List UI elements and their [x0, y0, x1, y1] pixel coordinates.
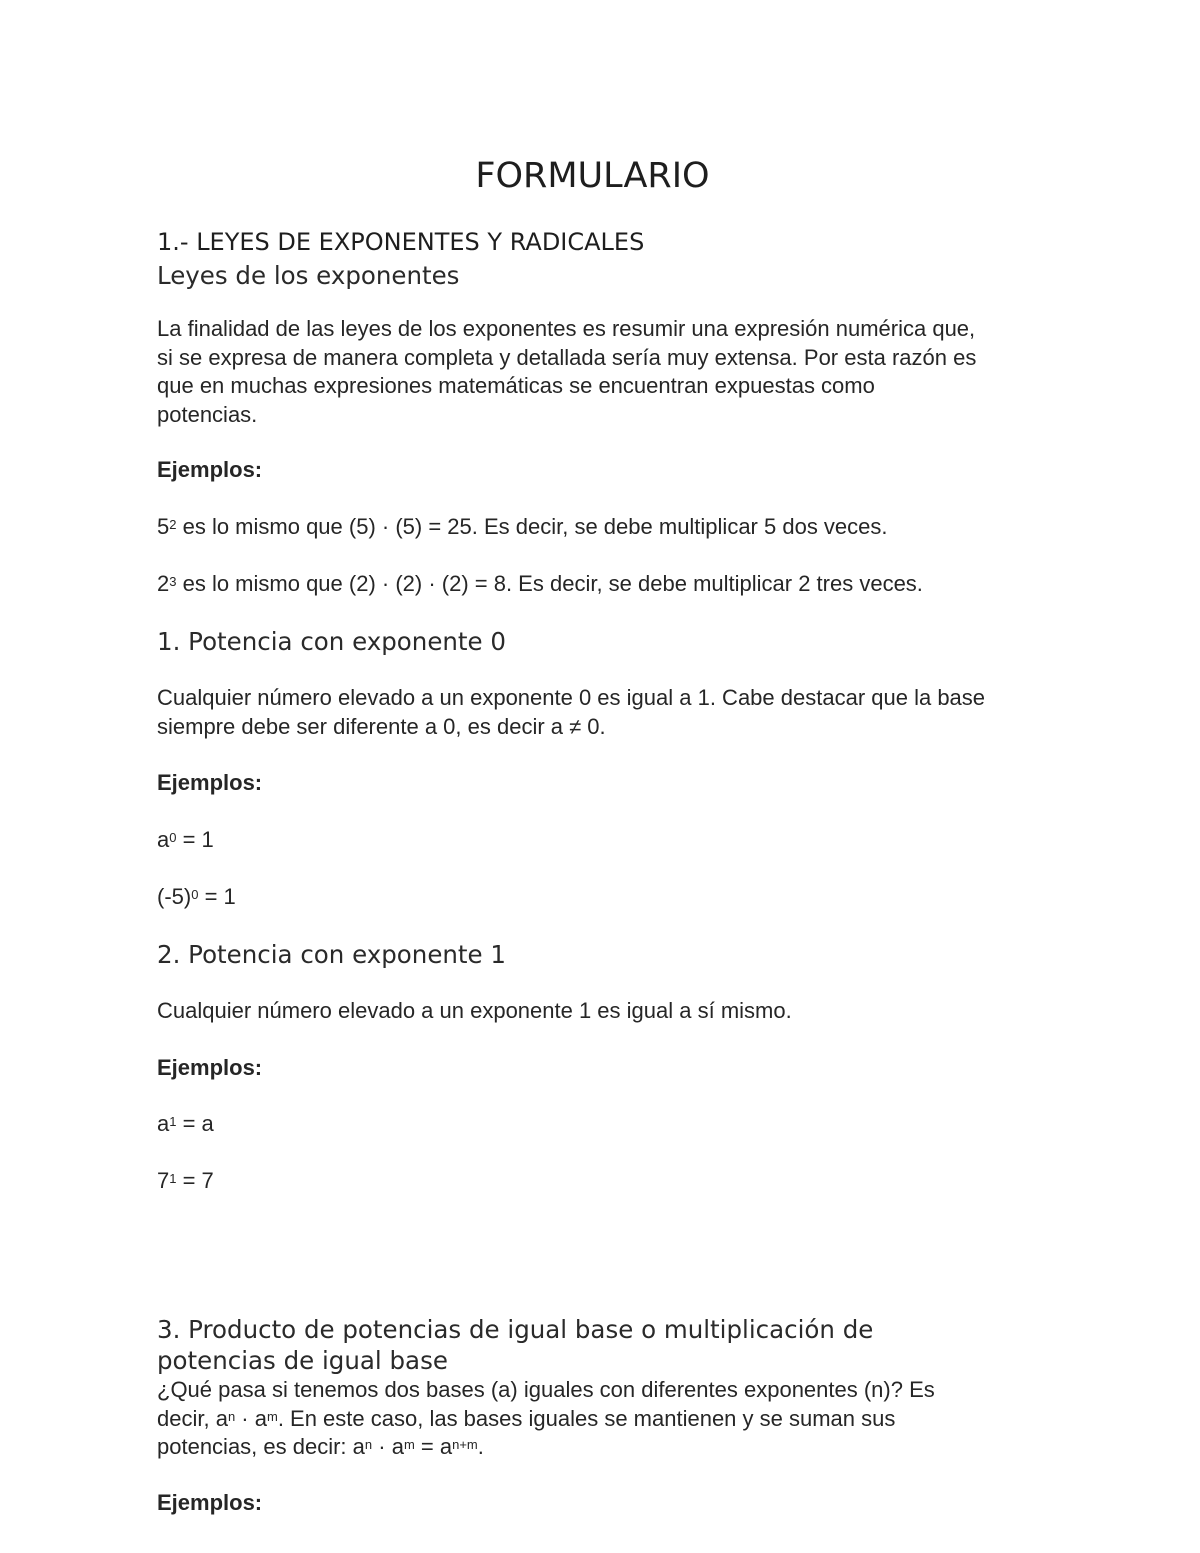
law3-text: = a	[414, 1434, 453, 1459]
law1-example-1	[157, 826, 214, 855]
example-base: 2	[157, 571, 170, 596]
law3-text: potencias, es decir: a	[157, 1434, 365, 1459]
law3-heading-line-1: 3. Producto de potencias de igual base o multiplicación de	[157, 1315, 874, 1344]
example-text: es lo mismo que (5) · (5) = 25. Es decir, se debe multiplicar 5 dos veces.	[176, 514, 888, 539]
intro-line-3: que en muchas expresiones matemáticas se encuentran expuestas como	[157, 373, 875, 398]
law3-line-3	[157, 1433, 484, 1462]
law3-line-1: ¿Qué pasa si tenemos dos bases (a) iguales con diferentes exponentes (n)? Es	[157, 1377, 935, 1402]
example-base: 7	[157, 1168, 170, 1193]
law1-line-2: siempre debe ser diferente a 0, es decir a ≠ 0.	[157, 713, 606, 739]
law1-example-2	[157, 883, 236, 912]
examples-label: Ejemplos:	[157, 457, 263, 482]
example-text: es lo mismo que (2) · (2) · (2) = 8. Es decir, se debe multiplicar 2 tres veces.	[176, 571, 923, 596]
example-exponent: 1	[169, 1171, 177, 1186]
law3-text: . En este caso, las bases iguales se mantienen y se suman sus	[277, 1405, 896, 1431]
law1-heading: 1. Potencia con exponente 0	[157, 627, 506, 656]
law3-line-2	[157, 1405, 895, 1434]
law2-heading: 2. Potencia con exponente 1	[157, 940, 506, 969]
example-text: = 1	[176, 827, 214, 852]
example-exponent: 3	[169, 574, 177, 589]
intro-line-1: La finalidad de las leyes de los exponentes es resumir una expresión numérica que,	[157, 316, 976, 341]
law3-text: · a	[235, 1405, 267, 1431]
law3-heading-line-2: potencias de igual base	[157, 1346, 448, 1375]
law3-exponent: n	[364, 1437, 373, 1452]
law3-text: decir, a	[157, 1405, 228, 1431]
example-text: = a	[176, 1111, 214, 1136]
law3-examples-label: Ejemplos:	[157, 1490, 263, 1515]
example-exponent: 0	[191, 887, 199, 902]
law2-line-1: Cualquier número elevado a un exponente 1 es igual a sí mismo.	[157, 998, 792, 1023]
example-text: = 7	[176, 1168, 214, 1193]
example-text: = 1	[198, 884, 236, 909]
example-exponent: 0	[169, 830, 177, 845]
intro-line-2: si se expresa de manera completa y detallada sería muy extensa. Por esta razón es	[157, 344, 977, 370]
example-base: 5	[157, 514, 170, 539]
example-base: (-5)	[157, 884, 192, 909]
law3-text: · a	[372, 1434, 404, 1459]
example-base: a	[157, 827, 170, 852]
law3-exponent: n+m	[452, 1437, 478, 1452]
intro-line-4: potencias.	[157, 401, 258, 427]
law2-examples-label: Ejemplos:	[157, 1055, 263, 1080]
document-title: FORMULARIO	[475, 156, 710, 196]
intro-example-1	[157, 513, 888, 542]
law2-example-1	[157, 1110, 214, 1139]
law3-exponent: n	[227, 1408, 236, 1424]
example-exponent: 1	[169, 1114, 177, 1129]
law3-exponent: m	[266, 1408, 278, 1424]
example-exponent: 2	[169, 517, 177, 532]
intro-example-2	[157, 570, 923, 599]
law1-examples-label: Ejemplos:	[157, 770, 263, 795]
law1-line-1: Cualquier número elevado a un exponente 0 es igual a 1. Cabe destacar que la base	[157, 685, 986, 710]
law2-example-2	[157, 1167, 214, 1196]
subheading: Leyes de los exponentes	[157, 261, 460, 290]
section-heading: 1.- LEYES DE EXPONENTES Y RADICALES	[157, 228, 645, 256]
law3-text: .	[477, 1434, 484, 1459]
law3-exponent: m	[403, 1437, 415, 1452]
example-base: a	[157, 1111, 170, 1136]
